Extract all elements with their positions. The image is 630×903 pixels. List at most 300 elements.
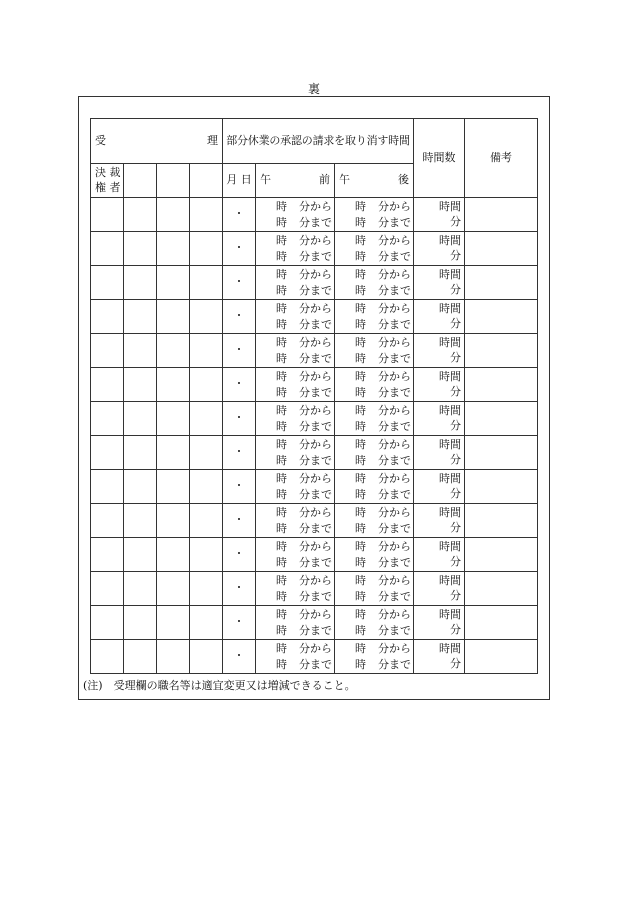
until-label: 分まで (299, 487, 332, 501)
stamp-cell[interactable] (157, 572, 190, 606)
table-row (91, 640, 538, 674)
hour-unit: 時 (276, 403, 287, 417)
hour-unit: 時 (355, 505, 366, 519)
hour-unit: 時 (276, 641, 287, 655)
pm-time-cell[interactable] (335, 470, 414, 504)
from-label: 分から (299, 607, 332, 621)
am-time-cell[interactable] (256, 640, 335, 674)
pm-time-cell[interactable] (335, 572, 414, 606)
stamp-cell[interactable] (190, 402, 223, 436)
remarks-cell[interactable] (465, 538, 538, 572)
hours-unit: 時間 (439, 574, 461, 588)
stamp-header-cell[interactable] (190, 164, 223, 198)
stamp-cell[interactable] (91, 368, 124, 402)
date-cell[interactable] (223, 300, 256, 334)
stamp-cell[interactable] (157, 504, 190, 538)
until-label: 分まで (378, 521, 411, 535)
minutes-unit: 分 (450, 588, 461, 602)
until-label: 分まで (378, 283, 411, 297)
date-cell[interactable] (223, 538, 256, 572)
am-time-cell[interactable] (256, 232, 335, 266)
stamp-cell[interactable] (190, 504, 223, 538)
hour-unit: 時 (276, 487, 287, 501)
date-dot: ・ (233, 377, 245, 391)
date-cell[interactable] (223, 606, 256, 640)
minutes-unit: 分 (450, 316, 461, 330)
stamp-cell[interactable] (190, 300, 223, 334)
hour-unit: 時 (276, 657, 287, 671)
hour-unit: 時 (276, 521, 287, 535)
hour-unit: 時 (355, 317, 366, 331)
cancellation-table (90, 118, 538, 674)
hour-unit: 時 (276, 437, 287, 451)
am-time-cell[interactable] (256, 504, 335, 538)
stamp-cell[interactable] (124, 572, 157, 606)
remarks-cell[interactable] (465, 640, 538, 674)
stamp-cell[interactable] (124, 606, 157, 640)
stamp-cell[interactable] (124, 640, 157, 674)
until-label: 分まで (299, 419, 332, 433)
hour-unit: 時 (276, 301, 287, 315)
header-row-1 (91, 119, 538, 164)
pm-label-right: 後 (398, 173, 409, 187)
hour-unit: 時 (276, 215, 287, 229)
from-label: 分から (378, 369, 411, 383)
stamp-header-cell[interactable] (157, 164, 190, 198)
am-time-cell[interactable] (256, 402, 335, 436)
hour-unit: 時 (355, 403, 366, 417)
hour-unit: 時 (276, 249, 287, 263)
hour-unit: 時 (355, 437, 366, 451)
receipt-label-ri: 理 (207, 133, 218, 147)
am-time-cell[interactable] (256, 334, 335, 368)
hours-cell[interactable] (414, 300, 465, 334)
hours-cell[interactable] (414, 504, 465, 538)
hour-unit: 時 (276, 505, 287, 519)
stamp-cell[interactable] (124, 334, 157, 368)
am-time-cell[interactable] (256, 300, 335, 334)
stamp-cell[interactable] (157, 232, 190, 266)
hours-unit: 時間 (439, 234, 461, 248)
pm-time-cell[interactable] (335, 368, 414, 402)
hour-unit: 時 (355, 657, 366, 671)
hours-cell[interactable] (414, 572, 465, 606)
stamp-cell[interactable] (124, 538, 157, 572)
stamp-cell[interactable] (157, 300, 190, 334)
date-cell[interactable] (223, 198, 256, 232)
table-row (91, 334, 538, 368)
date-dot: ・ (233, 241, 245, 255)
am-time-cell[interactable] (256, 470, 335, 504)
stamp-cell[interactable] (124, 402, 157, 436)
hours-cell[interactable] (414, 606, 465, 640)
pm-time-cell[interactable] (335, 402, 414, 436)
remarks-cell[interactable] (465, 606, 538, 640)
hours-unit: 時間 (439, 200, 461, 214)
receipt-header (91, 119, 223, 164)
hour-unit: 時 (355, 641, 366, 655)
pm-time-cell[interactable] (335, 232, 414, 266)
hours-unit: 時間 (439, 268, 461, 282)
date-cell[interactable] (223, 266, 256, 300)
date-dot: ・ (233, 649, 245, 663)
from-label: 分から (299, 437, 332, 451)
until-label: 分まで (378, 317, 411, 331)
stamp-cell[interactable] (190, 368, 223, 402)
stamp-cell[interactable] (157, 606, 190, 640)
from-label: 分から (299, 301, 332, 315)
stamp-cell[interactable] (91, 198, 124, 232)
from-label: 分から (299, 199, 332, 213)
until-label: 分まで (378, 249, 411, 263)
minutes-unit: 分 (450, 452, 461, 466)
date-cell[interactable] (223, 572, 256, 606)
date-dot: ・ (233, 411, 245, 425)
page-side-label: 裏 (307, 82, 322, 96)
date-cell[interactable] (223, 640, 256, 674)
from-label: 分から (378, 505, 411, 519)
hour-unit: 時 (355, 351, 366, 365)
hours-cell[interactable] (414, 402, 465, 436)
pm-time-cell[interactable] (335, 436, 414, 470)
stamp-cell[interactable] (91, 470, 124, 504)
stamp-cell[interactable] (124, 198, 157, 232)
hour-unit: 時 (355, 573, 366, 587)
stamp-cell[interactable] (190, 640, 223, 674)
stamp-header-cell[interactable] (124, 164, 157, 198)
until-label: 分まで (378, 385, 411, 399)
am-label-right: 前 (319, 173, 330, 187)
from-label: 分から (299, 505, 332, 519)
hours-cell[interactable] (414, 436, 465, 470)
date-cell[interactable] (223, 436, 256, 470)
am-time-cell[interactable] (256, 266, 335, 300)
hours-unit: 時間 (439, 506, 461, 520)
date-cell[interactable] (223, 232, 256, 266)
hour-unit: 時 (355, 419, 366, 433)
stamp-cell[interactable] (190, 334, 223, 368)
hour-unit: 時 (355, 555, 366, 569)
stamp-cell[interactable] (190, 266, 223, 300)
date-dot: ・ (233, 207, 245, 221)
stamp-cell[interactable] (124, 470, 157, 504)
from-label: 分から (378, 199, 411, 213)
date-cell[interactable] (223, 368, 256, 402)
table-row (91, 504, 538, 538)
pm-time-cell[interactable] (335, 504, 414, 538)
pm-time-cell[interactable] (335, 198, 414, 232)
stamp-cell[interactable] (190, 198, 223, 232)
from-label: 分から (378, 233, 411, 247)
until-label: 分まで (378, 453, 411, 467)
remarks-cell[interactable] (465, 436, 538, 470)
table-row (91, 470, 538, 504)
date-dot: ・ (233, 445, 245, 459)
hour-unit: 時 (276, 283, 287, 297)
minutes-unit: 分 (450, 384, 461, 398)
minutes-unit: 分 (450, 622, 461, 636)
until-label: 分まで (299, 589, 332, 603)
stamp-cell[interactable] (124, 504, 157, 538)
table-row (91, 266, 538, 300)
am-time-cell[interactable] (256, 606, 335, 640)
from-label: 分から (378, 403, 411, 417)
am-time-cell[interactable] (256, 572, 335, 606)
hour-unit: 時 (276, 335, 287, 349)
stamp-cell[interactable] (91, 640, 124, 674)
date-cell[interactable] (223, 470, 256, 504)
date-dot: ・ (233, 309, 245, 323)
date-cell[interactable] (223, 402, 256, 436)
until-label: 分まで (299, 249, 332, 263)
from-label: 分から (299, 471, 332, 485)
until-label: 分まで (378, 589, 411, 603)
from-label: 分から (299, 539, 332, 553)
date-dot: ・ (233, 513, 245, 527)
stamp-cell[interactable] (91, 402, 124, 436)
hour-unit: 時 (355, 335, 366, 349)
stamp-cell[interactable] (190, 470, 223, 504)
minutes-unit: 分 (450, 520, 461, 534)
from-label: 分から (299, 335, 332, 349)
table-row (91, 436, 538, 470)
hour-unit: 時 (355, 385, 366, 399)
date-cell[interactable] (223, 334, 256, 368)
date-dot: ・ (233, 275, 245, 289)
until-label: 分まで (299, 283, 332, 297)
hours-cell[interactable] (414, 232, 465, 266)
from-label: 分から (299, 267, 332, 281)
approver-label-line2: 権 者 (95, 180, 121, 194)
hours-cell[interactable] (414, 368, 465, 402)
stamp-cell[interactable] (91, 572, 124, 606)
pm-label (335, 164, 414, 198)
hours-cell[interactable] (414, 266, 465, 300)
stamp-cell[interactable] (91, 606, 124, 640)
hours-unit: 時間 (439, 404, 461, 418)
stamp-cell[interactable] (91, 538, 124, 572)
stamp-cell[interactable] (91, 266, 124, 300)
hour-unit: 時 (276, 453, 287, 467)
hour-unit: 時 (276, 199, 287, 213)
hour-unit: 時 (355, 539, 366, 553)
hours-unit: 時間 (439, 438, 461, 452)
from-label: 分から (299, 233, 332, 247)
stamp-cell[interactable] (190, 606, 223, 640)
remarks-cell[interactable] (465, 368, 538, 402)
remarks-cell[interactable] (465, 402, 538, 436)
stamp-cell[interactable] (157, 538, 190, 572)
hour-unit: 時 (355, 199, 366, 213)
hour-unit: 時 (355, 249, 366, 263)
hour-unit: 時 (276, 385, 287, 399)
hour-unit: 時 (276, 233, 287, 247)
stamp-cell[interactable] (157, 640, 190, 674)
until-label: 分まで (299, 351, 332, 365)
until-label: 分まで (378, 623, 411, 637)
remarks-cell[interactable] (465, 266, 538, 300)
hour-unit: 時 (276, 573, 287, 587)
hours-cell[interactable] (414, 334, 465, 368)
until-label: 分まで (378, 657, 411, 671)
from-label: 分から (378, 539, 411, 553)
until-label: 分まで (299, 385, 332, 399)
stamp-cell[interactable] (124, 436, 157, 470)
remarks-cell[interactable] (465, 572, 538, 606)
pm-time-cell[interactable] (335, 538, 414, 572)
hour-unit: 時 (355, 215, 366, 229)
hours-cell[interactable] (414, 640, 465, 674)
pm-time-cell[interactable] (335, 300, 414, 334)
hours-unit: 時間 (439, 540, 461, 554)
hour-unit: 時 (355, 589, 366, 603)
hours-cell[interactable] (414, 198, 465, 232)
hour-unit: 時 (276, 589, 287, 603)
from-label: 分から (378, 267, 411, 281)
stamp-cell[interactable] (157, 266, 190, 300)
hour-unit: 時 (276, 623, 287, 637)
data-rows (91, 198, 538, 674)
from-label: 分から (378, 301, 411, 315)
hour-unit: 時 (355, 283, 366, 297)
stamp-cell[interactable] (91, 232, 124, 266)
hour-unit: 時 (276, 539, 287, 553)
from-label: 分から (299, 369, 332, 383)
table-row (91, 572, 538, 606)
stamp-cell[interactable] (190, 572, 223, 606)
table-row (91, 402, 538, 436)
hour-unit: 時 (276, 351, 287, 365)
stamp-cell[interactable] (124, 232, 157, 266)
stamp-cell[interactable] (190, 232, 223, 266)
until-label: 分まで (378, 351, 411, 365)
stamp-cell[interactable] (157, 334, 190, 368)
minutes-unit: 分 (450, 554, 461, 568)
from-label: 分から (299, 573, 332, 587)
date-dot: ・ (233, 343, 245, 357)
am-time-cell[interactable] (256, 368, 335, 402)
hour-unit: 時 (355, 267, 366, 281)
am-time-cell[interactable] (256, 198, 335, 232)
pm-time-cell[interactable] (335, 640, 414, 674)
hour-unit: 時 (276, 267, 287, 281)
until-label: 分まで (299, 317, 332, 331)
hour-unit: 時 (355, 369, 366, 383)
hour-unit: 時 (355, 521, 366, 535)
remarks-cell[interactable] (465, 334, 538, 368)
remarks-cell[interactable] (465, 198, 538, 232)
minutes-unit: 分 (450, 656, 461, 670)
hour-unit: 時 (276, 419, 287, 433)
hours-cell[interactable] (414, 538, 465, 572)
from-label: 分から (378, 437, 411, 451)
hour-unit: 時 (355, 607, 366, 621)
month-day-label: 月 日 (223, 164, 256, 198)
from-label: 分から (299, 403, 332, 417)
until-label: 分まで (299, 521, 332, 535)
stamp-cell[interactable] (190, 538, 223, 572)
pm-time-cell[interactable] (335, 266, 414, 300)
remarks-cell[interactable] (465, 470, 538, 504)
table-row (91, 232, 538, 266)
am-label (256, 164, 335, 198)
approver-label (91, 164, 124, 198)
until-label: 分まで (299, 657, 332, 671)
hours-unit: 時間 (439, 302, 461, 316)
remarks-cell[interactable] (465, 300, 538, 334)
stamp-cell[interactable] (124, 300, 157, 334)
until-label: 分まで (299, 555, 332, 569)
date-dot: ・ (233, 615, 245, 629)
stamp-cell[interactable] (157, 198, 190, 232)
stamp-cell[interactable] (190, 436, 223, 470)
stamp-cell[interactable] (124, 266, 157, 300)
stamp-cell[interactable] (91, 334, 124, 368)
stamp-cell[interactable] (157, 436, 190, 470)
stamp-cell[interactable] (157, 368, 190, 402)
minutes-unit: 分 (450, 350, 461, 364)
receipt-label-uke: 受 (95, 133, 106, 147)
footnote: (注) 受理欄の職名等は適宜変更又は増減できること。 (83, 679, 356, 692)
until-label: 分まで (378, 419, 411, 433)
until-label: 分まで (299, 623, 332, 637)
hour-unit: 時 (355, 487, 366, 501)
date-dot: ・ (233, 479, 245, 493)
stamp-cell[interactable] (91, 300, 124, 334)
date-cell[interactable] (223, 504, 256, 538)
hour-unit: 時 (355, 453, 366, 467)
remarks-cell[interactable] (465, 504, 538, 538)
table-row (91, 198, 538, 232)
approver-label-line1: 決 裁 (95, 166, 121, 180)
time-column-title: 部分休業の承認の請求を取り消す時間 (223, 119, 414, 164)
hour-unit: 時 (355, 301, 366, 315)
hour-unit: 時 (276, 317, 287, 331)
remarks-cell[interactable] (465, 232, 538, 266)
stamp-cell[interactable] (157, 470, 190, 504)
table-row (91, 538, 538, 572)
stamp-cell[interactable] (91, 436, 124, 470)
hours-column-title: 時間数 (414, 119, 465, 198)
am-time-cell[interactable] (256, 436, 335, 470)
hour-unit: 時 (276, 369, 287, 383)
hours-unit: 時間 (439, 642, 461, 656)
am-time-cell[interactable] (256, 538, 335, 572)
pm-label-left: 午 (339, 173, 350, 187)
pm-time-cell[interactable] (335, 334, 414, 368)
stamp-cell[interactable] (91, 504, 124, 538)
hour-unit: 時 (355, 233, 366, 247)
table-row (91, 300, 538, 334)
minutes-unit: 分 (450, 248, 461, 262)
hours-cell[interactable] (414, 470, 465, 504)
until-label: 分まで (378, 215, 411, 229)
until-label: 分まで (378, 555, 411, 569)
hours-unit: 時間 (439, 370, 461, 384)
minutes-unit: 分 (450, 282, 461, 296)
table-row (91, 606, 538, 640)
stamp-cell[interactable] (124, 368, 157, 402)
pm-time-cell[interactable] (335, 606, 414, 640)
from-label: 分から (378, 471, 411, 485)
hours-unit: 時間 (439, 472, 461, 486)
stamp-cell[interactable] (157, 402, 190, 436)
minutes-unit: 分 (450, 486, 461, 500)
hour-unit: 時 (276, 471, 287, 485)
am-label-left: 午 (260, 173, 271, 187)
from-label: 分から (378, 607, 411, 621)
hour-unit: 時 (276, 555, 287, 569)
